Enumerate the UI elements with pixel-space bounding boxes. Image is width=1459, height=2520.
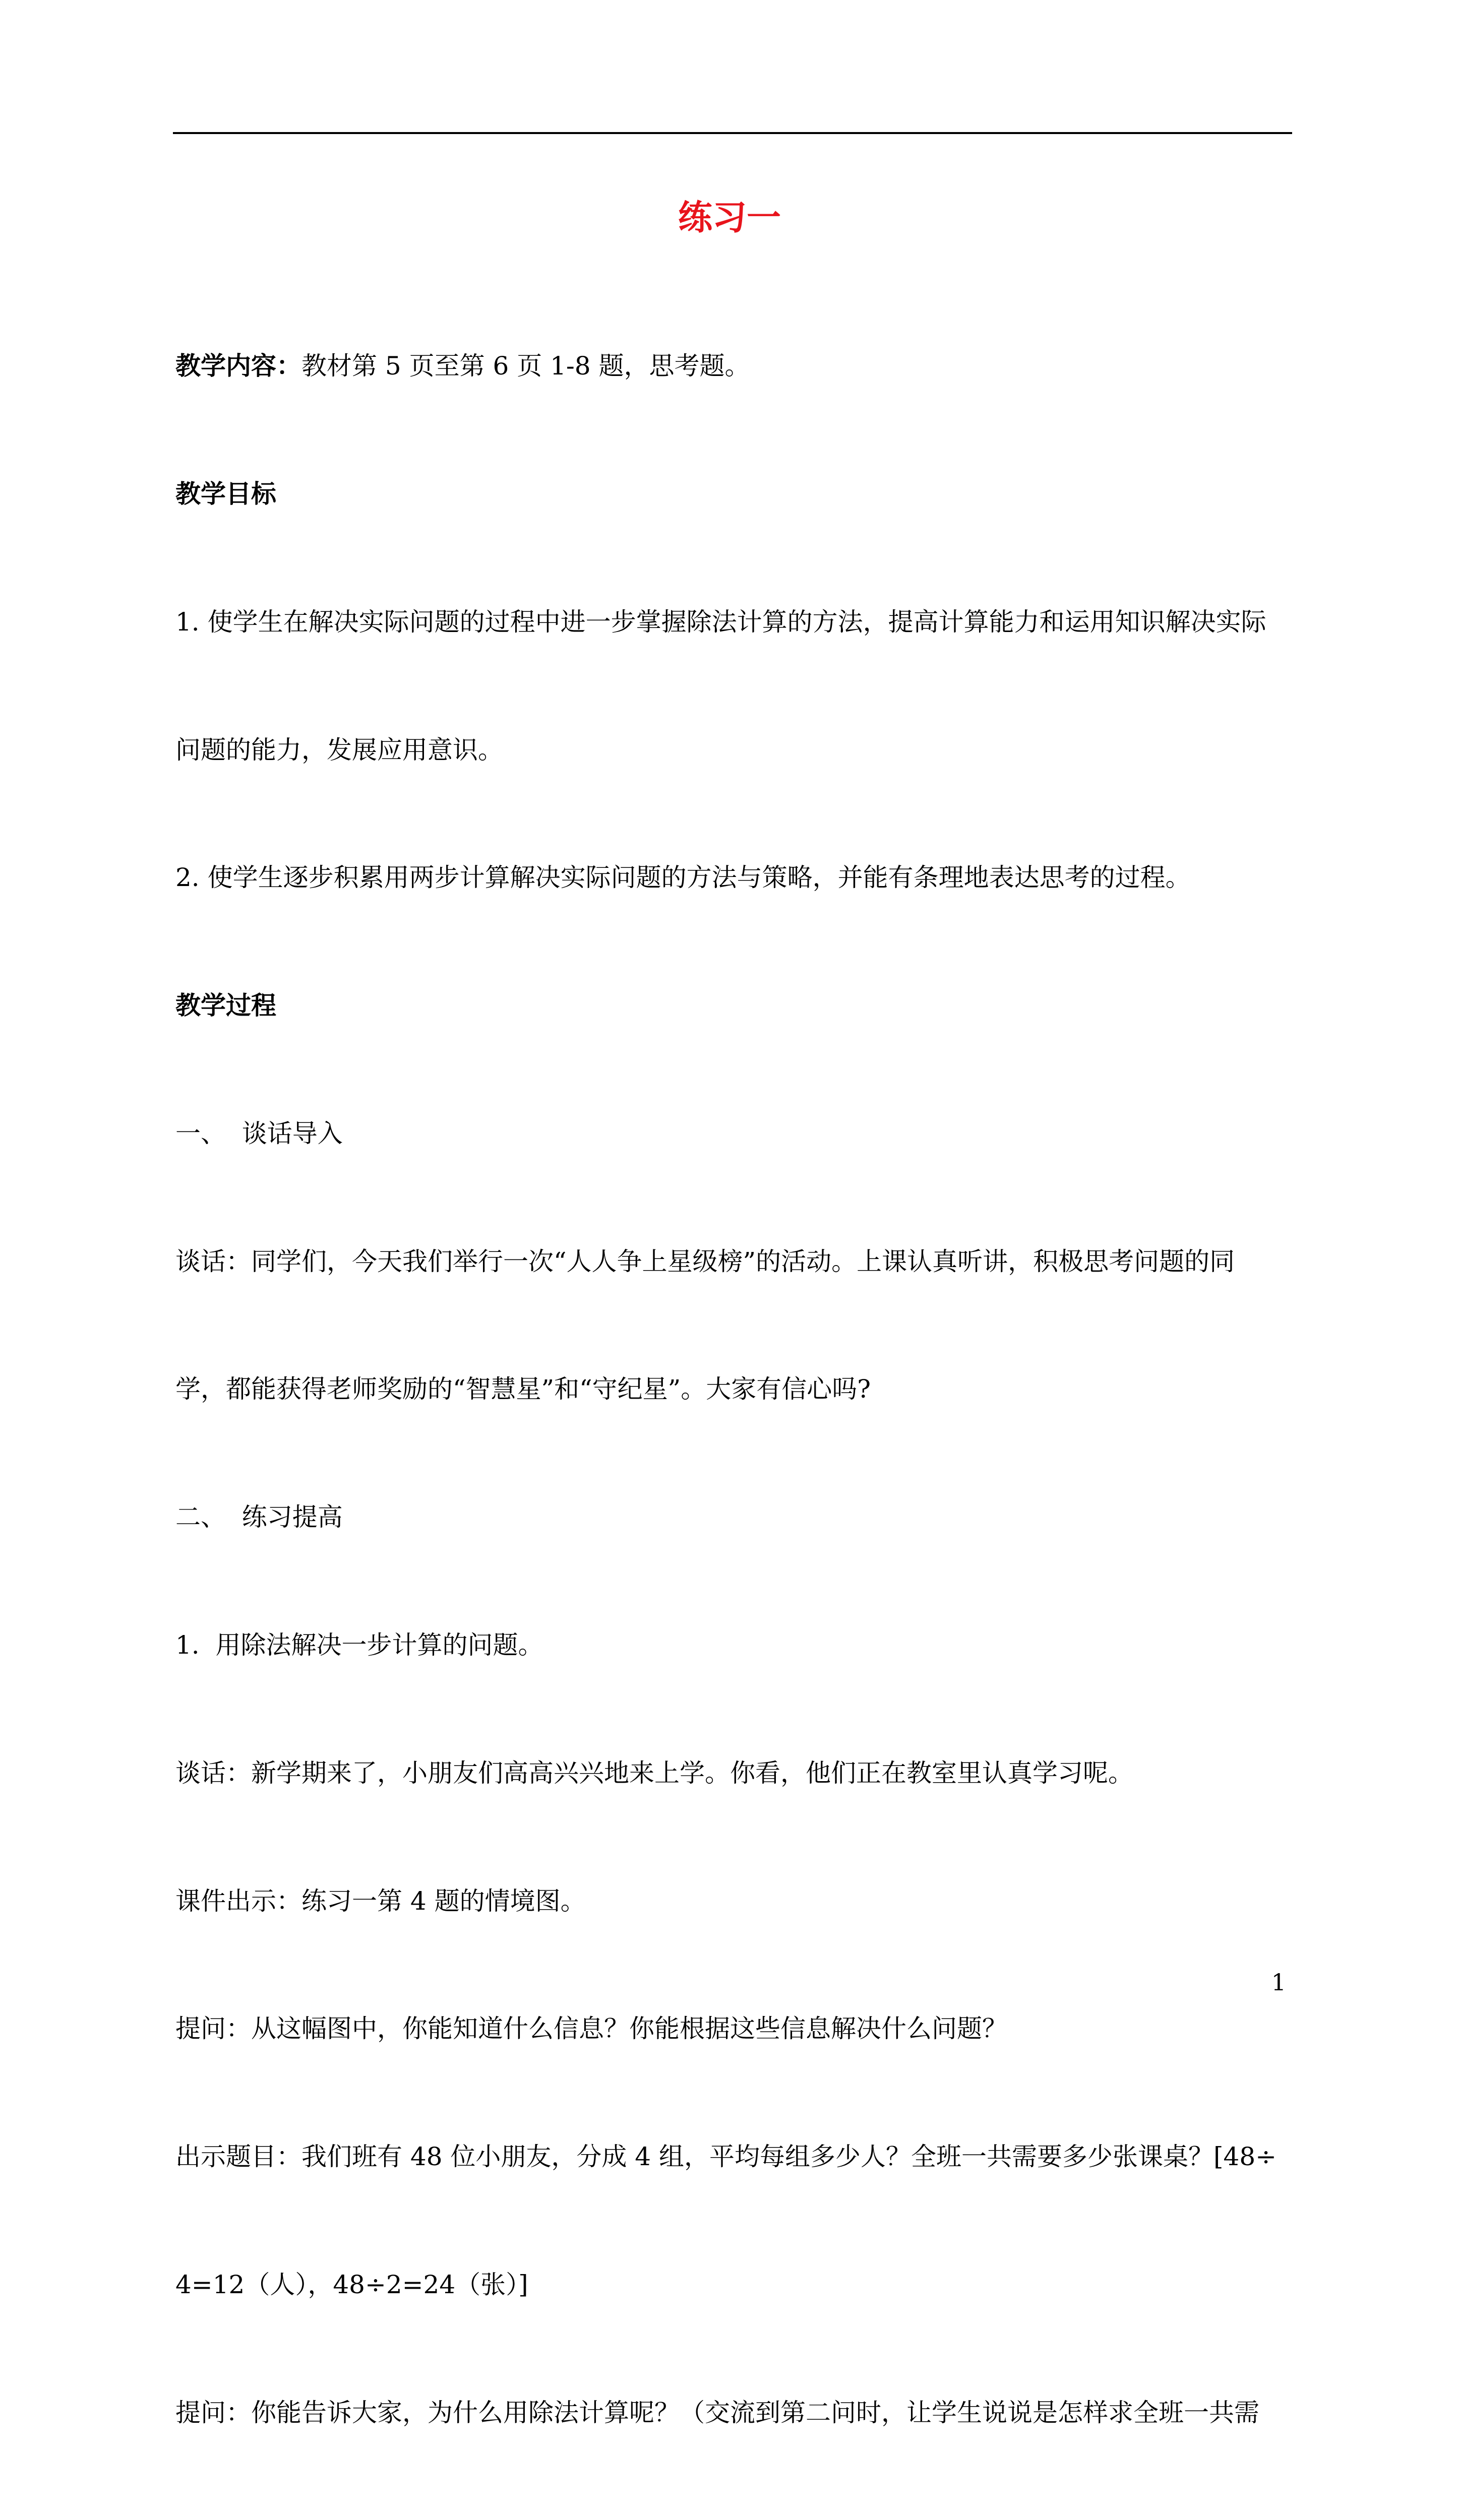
part-1-show: 课件出示：练习一第 4 题的情境图。 [175,1886,586,1916]
part-1-question-b: 4=12（人），48÷2=24（张）] [175,2270,528,2299]
process-heading: 教学过程 [175,990,276,1021]
part-1-heading: 1. 用除法解决一步计算的问题。 [175,1630,543,1660]
goal-2: 2. 使学生逐步积累用两步计算解决实际问题的方法与策略，并能有条理地表达思考的过程。 [175,863,1191,893]
content-label: 教学内容： [175,351,301,381]
section-2-heading: 二、 练习提高 [175,1502,343,1532]
part-1-ask2a: 提问：你能告诉大家，为什么用除法计算呢？（交流到第二问时，让学生说说是怎样求全班一共需 [175,2398,1259,2427]
page-title: 练习一 [678,198,781,238]
page-number: 1 [1271,1969,1286,1996]
part-1-question-a: 出示题目：我们班有 48 位小朋友，分成 4 组，平均每组多少人？全班一共需要多少张课桌？[48÷ [175,2142,1277,2172]
document-body [175,260,1296,2520]
part-1-talk: 谈话：新学期来了，小朋友们高高兴兴地来上学。你看，他们正在教室里认真学习呢。 [175,1758,1133,1788]
part-1-ask: 提问：从这幅图中，你能知道什么信息？你能根据这些信息解决什么问题？ [175,2014,1007,2044]
goal-1b: 问题的能力，发展应用意识。 [175,735,503,765]
content-line [175,345,1296,388]
goals-heading: 教学目标 [175,478,276,509]
talk-1a: 谈话：同学们，今天我们举行一次“人人争上星级榜”的活动。上课认真听讲，积极思考问题的同 [175,1246,1235,1276]
section-1-heading: 一、 谈话导入 [175,1118,343,1148]
talk-1b: 学，都能获得老师奖励的“智慧星”和“守纪星”。大家有信心吗? [175,1374,871,1404]
goal-1a: 1. 使学生在解决实际问题的过程中进一步掌握除法计算的方法，提高计算能力和运用知识解决实际 [175,607,1266,637]
part-1-ask2b [175,2519,1296,2520]
content-text: 教材第 5 页至第 6 页 1-8 题，思考题。 [301,351,750,381]
header-rule [173,132,1292,134]
